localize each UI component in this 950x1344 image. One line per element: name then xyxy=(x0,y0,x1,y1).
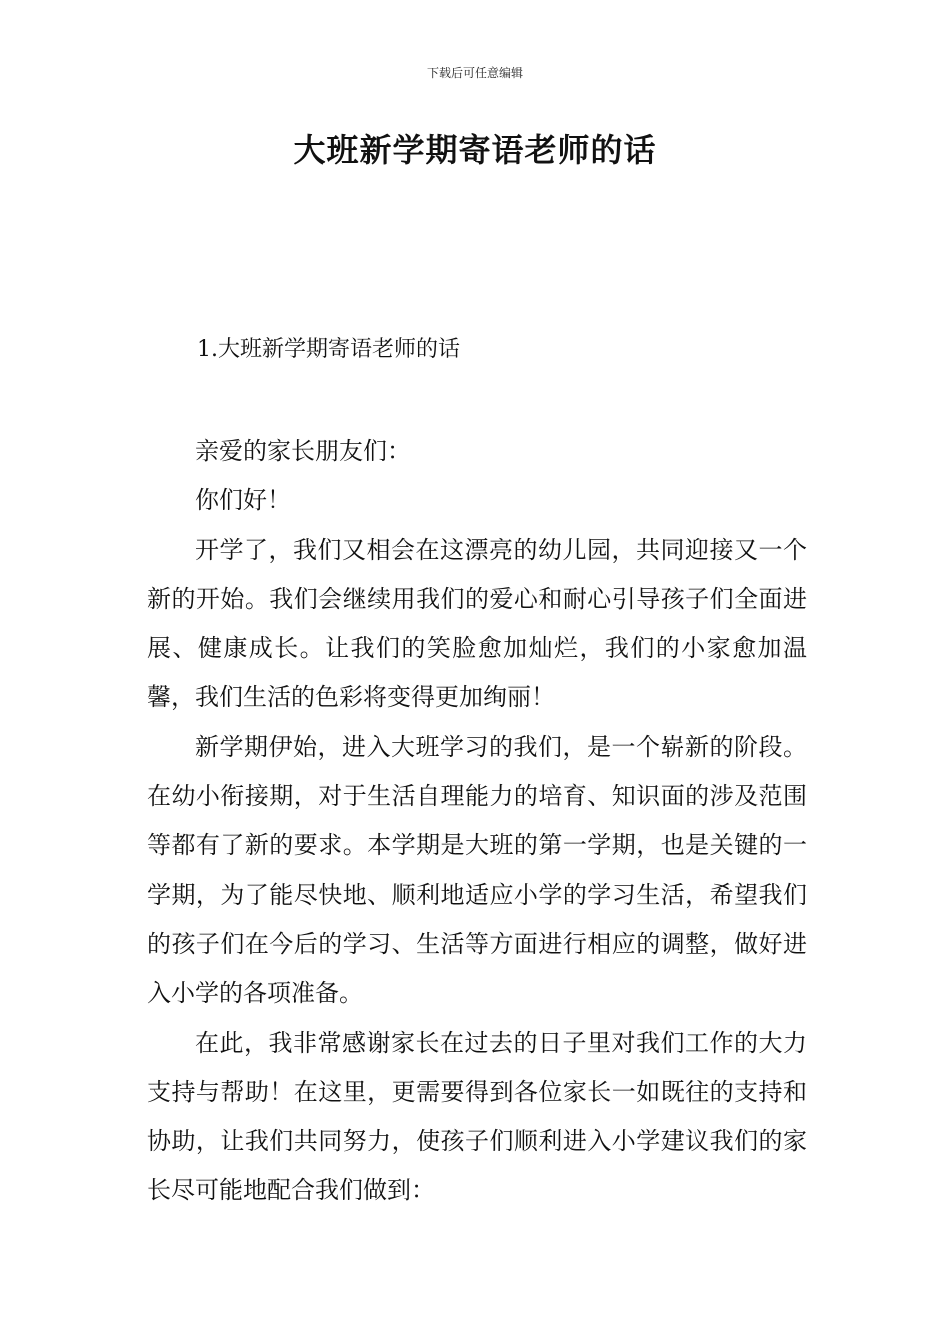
body-paragraph-2: 新学期伊始，进入大班学习的我们，是一个崭新的阶段。在幼小衔接期，对于生活自理能力的培育、知识面的涉及范围等都有了新的要求。本学期是大班的第一学期，也是关键的一学期，为了能尽快地、顺利地适应小学的学习生活，希望我们的孩子们在今后的学习、生活等方面进行相应的调整，做好进入小学的各项准备。 xyxy=(147,732,807,1008)
section-heading: 1.大班新学期寄语老师的话 xyxy=(197,337,460,362)
body-paragraph-1: 开学了，我们又相会在这漂亮的幼儿园，共同迎接又一个新的开始。我们会继续用我们的爱心和耐心引导孩子们全面进展、健康成长。让我们的笑脸愈加灿烂，我们的小家愈加温馨，我们生活的色彩将变得更加绚丽！ xyxy=(147,535,807,712)
greeting-paragraph: 亲爱的家长朋友们： xyxy=(195,437,411,465)
document-title: 大班新学期寄语老师的话 xyxy=(293,131,657,169)
body-paragraph-3: 在此，我非常感谢家长在过去的日子里对我们工作的大力支持与帮助！在这里，更需要得到各位家长一如既往的支持和协助，让我们共同努力，使孩子们顺利进入小学建议我们的家长尽可能地配合我们做到： xyxy=(147,1028,807,1205)
salutation-paragraph: 你们好！ xyxy=(195,486,291,515)
header-note: 下载后可任意编辑 xyxy=(426,66,523,80)
document-body xyxy=(147,427,807,1216)
